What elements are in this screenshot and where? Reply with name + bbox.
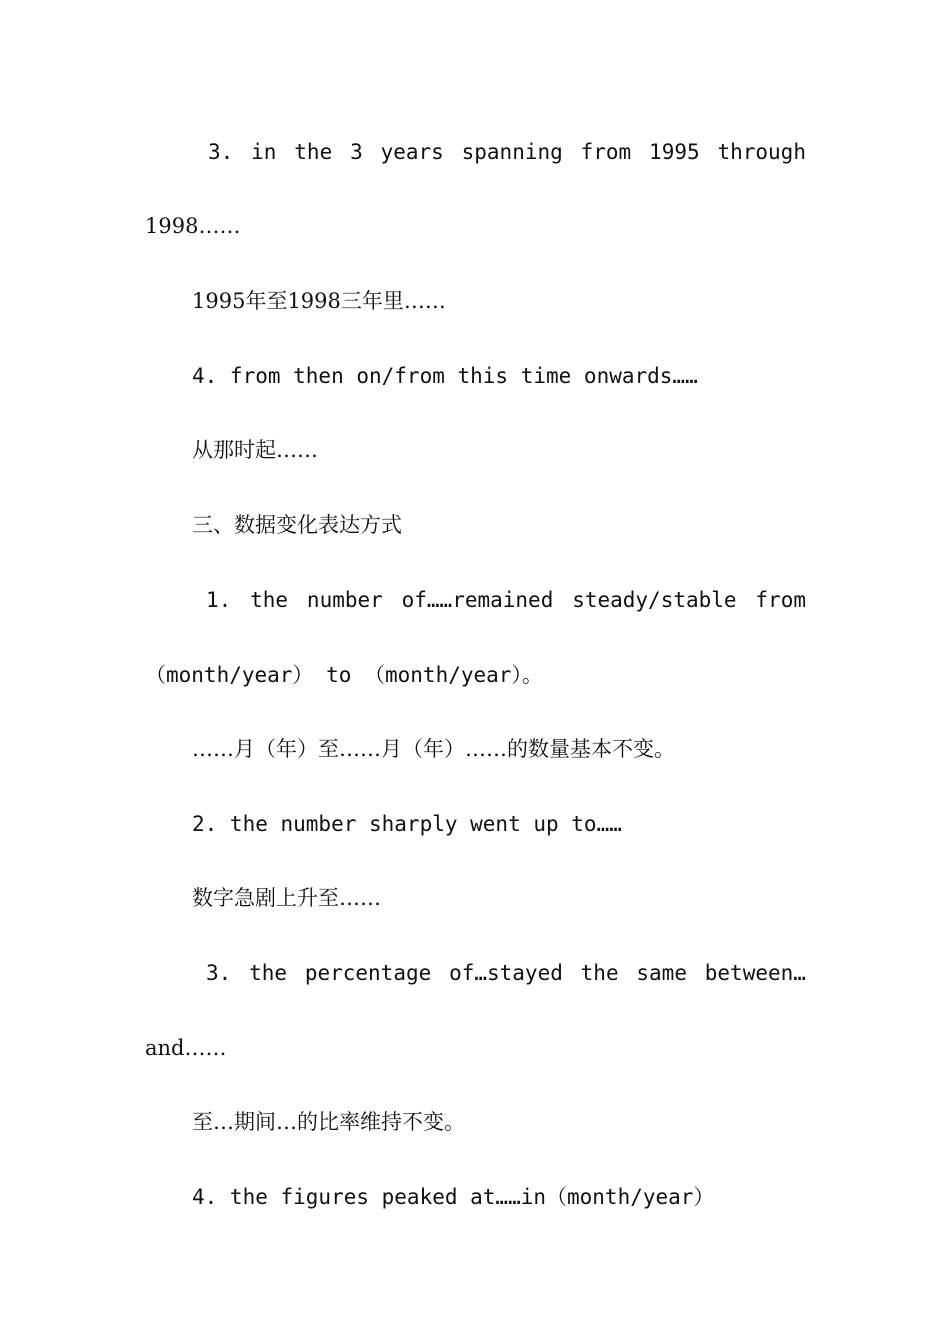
- word: 3.: [208, 140, 234, 164]
- text-line-4: 4. from then on/from this time onwards……: [192, 364, 698, 388]
- word: of……remained: [401, 588, 554, 612]
- text-line-10: 2. the number sharply went up to……: [192, 812, 622, 836]
- word: same: [636, 961, 687, 985]
- word: between…: [704, 961, 806, 985]
- word: 1.: [206, 588, 232, 612]
- word: the: [249, 961, 288, 985]
- word: spanning: [461, 140, 563, 164]
- text-line-14: 至…期间…的比率维持不变。: [192, 1110, 465, 1134]
- text-line-15: 4. the figures peaked at……in（month/year）: [192, 1185, 715, 1209]
- text-line-13: and……: [145, 1036, 227, 1060]
- word: steady/stable: [572, 588, 737, 612]
- text-line-1: [208, 137, 806, 167]
- word: 1995: [649, 140, 700, 164]
- word: 3: [350, 140, 363, 164]
- text-line-5: 从那时起……: [192, 438, 318, 462]
- word: 3.: [206, 961, 232, 985]
- word: years: [380, 140, 444, 164]
- text-line-11: 数字急剧上升至……: [192, 886, 381, 910]
- word: of…stayed: [449, 961, 563, 985]
- word: from: [755, 588, 806, 612]
- section-heading: 三、数据变化表达方式: [192, 513, 402, 537]
- word: from: [580, 140, 632, 164]
- word: the: [294, 140, 333, 164]
- text-line-12: [206, 958, 806, 988]
- word: the: [580, 961, 619, 985]
- text-line-7: [206, 585, 806, 615]
- text-line-9: ……月（年）至……月（年）……的数量基本不变。: [192, 737, 675, 761]
- word: through: [717, 140, 806, 164]
- word: in: [251, 140, 277, 164]
- text-line-3: 1995年至1998三年里……: [192, 289, 446, 313]
- word: percentage: [304, 961, 432, 985]
- text-line-2: 1998……: [145, 214, 241, 238]
- word: number: [306, 588, 383, 612]
- text-line-8: （month/year） to （month/year）。: [145, 663, 543, 687]
- word: the: [250, 588, 289, 612]
